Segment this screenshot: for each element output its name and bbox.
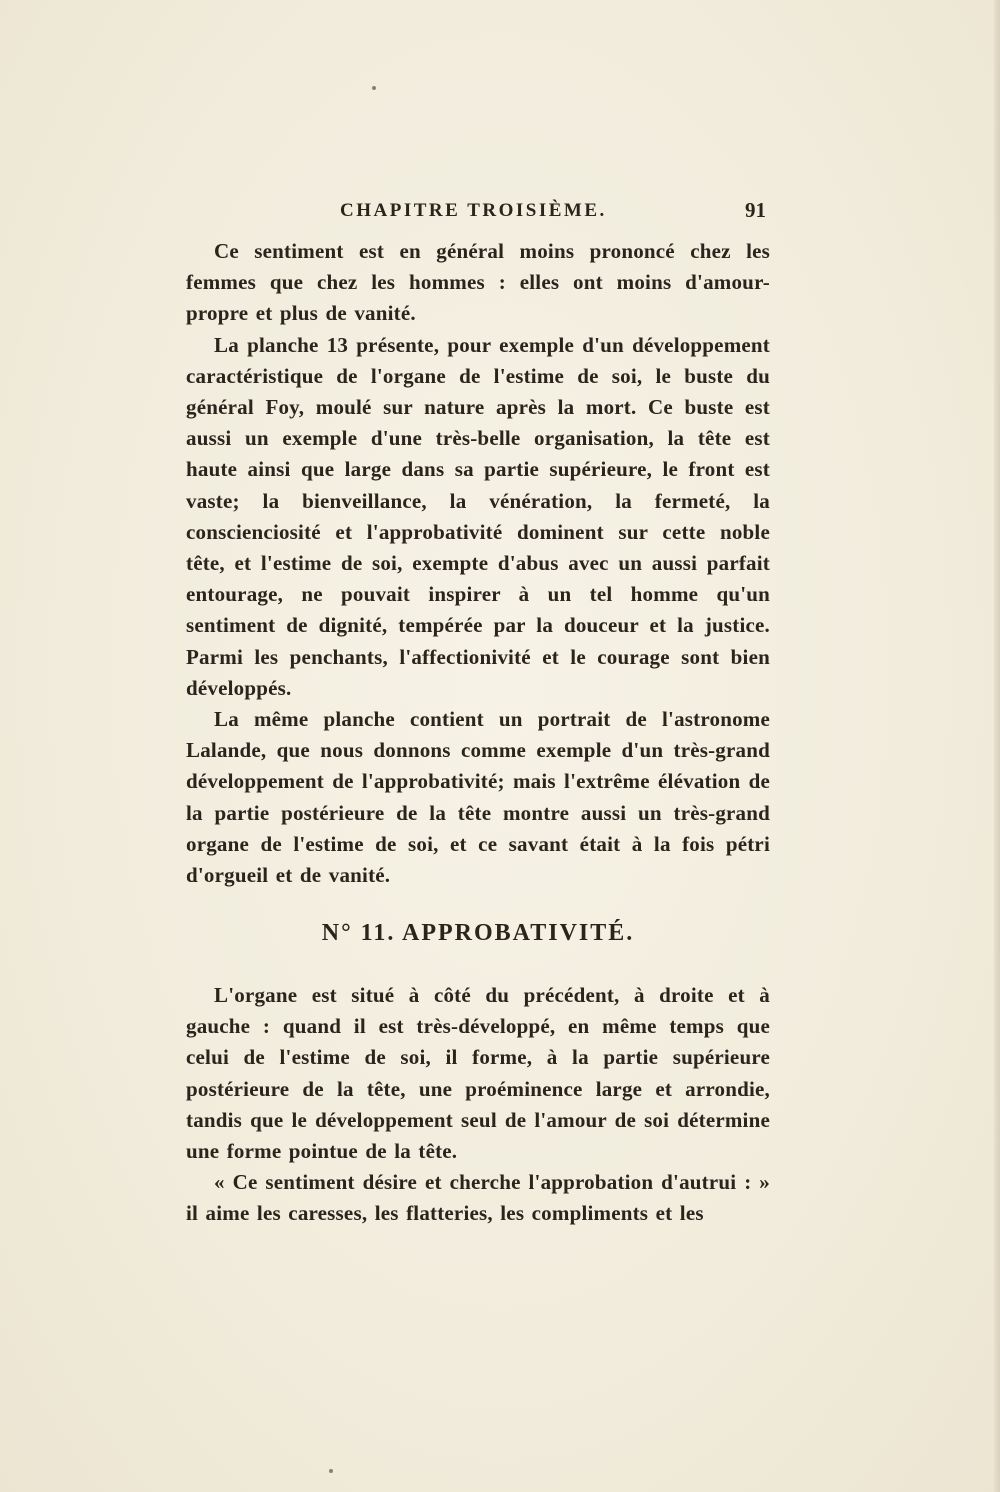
page-header bbox=[186, 196, 770, 230]
page-number: 91 bbox=[745, 198, 766, 222]
page-edge-shadow bbox=[994, 0, 1000, 1492]
paper-speck bbox=[372, 86, 376, 90]
paragraph: L'organe est situé à côté du précédent, à droite et à gauche : quand il est très-développé, en même temps que celui de l'estime de soi, il forme, à la partie supérieure postérieure de la tête, une proéminence large et arrondie, tandis que le développement seul de l'amour de soi détermine une forme pointue de la tête. bbox=[186, 983, 770, 1164]
section-text-1 bbox=[186, 236, 770, 891]
running-head: CHAPITRE TROISIÈME. bbox=[340, 200, 607, 221]
paragraph: La planche 13 présente, pour exemple d'un développement caractéristique de l'organe de l'estime de soi, le buste du général Foy, moulé sur nature après la mort. Ce buste est aussi un exemple d'une très-belle organisation, la tête est haute ainsi que large dans sa partie supérieure, le front est vaste; la bienveillance, la vénération, la fermeté, la conscienciosité et l'approbativité dominent sur cette noble tête, et l'estime de soi, exempte d'abus avec un aussi parfait entourage, ne pouvait inspirer à un tel homme qu'un sentiment de dignité, tempérée par la douceur et la justice. Parmi les penchants, l'affectionivité et le courage sont bien développés. bbox=[186, 332, 770, 700]
section-text-2 bbox=[186, 980, 770, 1230]
paragraph: La même planche contient un portrait de l'astronome Lalande, que nous donnons comme exemple d'un très-grand développement de l'approbativité; mais l'extrême élévation de la partie postérieure de la tête montre aussi un très-grand organe de l'estime de soi, et ce savant était à la fois pétri d'orgueil et de vanité. bbox=[186, 707, 770, 888]
section-title: N° 11. APPROBATIVITÉ. bbox=[321, 920, 635, 946]
paper-speck bbox=[329, 1469, 333, 1473]
paragraph: Ce sentiment est en général moins prononcé chez les femmes que chez les hommes : elles ont moins d'amour-propre et plus de vanité. bbox=[186, 239, 770, 326]
paragraph: « Ce sentiment désire et cherche l'approbation d'autrui : » il aime les caresses, les flatteries, les compliments et les bbox=[186, 1170, 770, 1226]
